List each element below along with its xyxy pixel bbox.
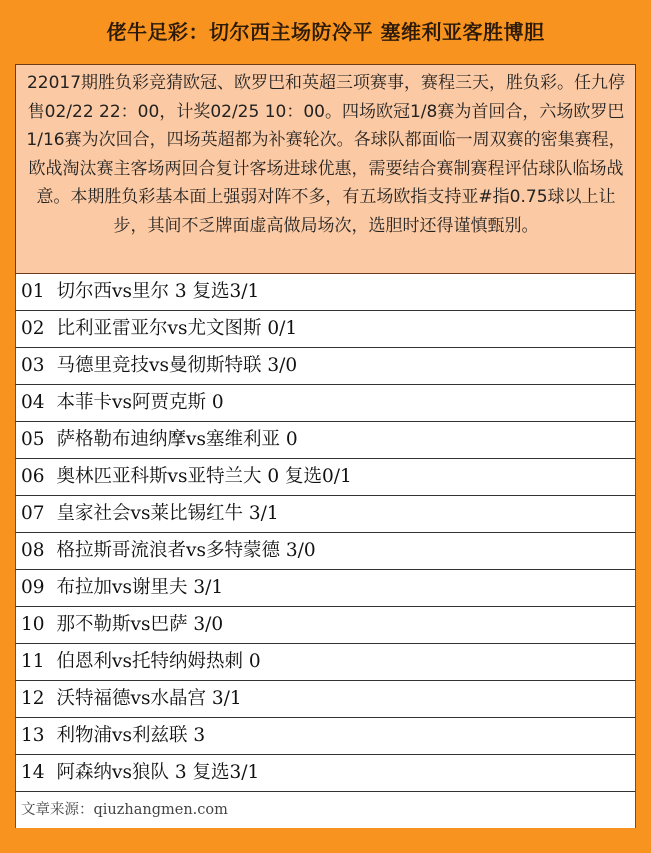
match-number: 10 <box>21 614 45 635</box>
match-row <box>15 570 636 607</box>
summary-text: 22017期胜负彩竞猜欧冠、欧罗巴和英超三项赛事，赛程三天，胜负彩。任九停售02/22 22：00，计奖02/25 10：00。四场欧冠1/8赛为首回合，六场欧罗巴1/16赛为次回合，四场英超都为补赛轮次。各球队都面临一周双赛的密集赛程，欧战淘汰赛主客场两回合复计客场进球优惠，需要结合赛制赛程评估球队临场战意。本期胜负彩基本面上强弱对阵不多，有五场欧指支持亚#指0.75球以上让步，其间不乏牌面虚高做局场次，选胆时还得谨慎甄别。 <box>26 73 626 236</box>
match-row <box>15 348 636 385</box>
match-text: 利物浦vs利兹联 3 <box>56 725 206 746</box>
match-text: 布拉加vs谢里夫 3/1 <box>56 577 224 598</box>
match-number: 12 <box>21 688 45 709</box>
match-row <box>15 755 636 792</box>
match-text: 马德里竞技vs曼彻斯特联 3/0 <box>56 355 298 376</box>
match-text: 沃特福德vs水晶宫 3/1 <box>56 688 242 709</box>
match-row <box>15 607 636 644</box>
match-row <box>15 681 636 718</box>
match-number: 03 <box>21 355 45 376</box>
match-row <box>15 422 636 459</box>
match-row <box>15 274 636 311</box>
match-number: 06 <box>21 466 45 487</box>
match-text: 伯恩利vs托特纳姆热刺 0 <box>56 651 261 672</box>
match-number: 13 <box>21 725 45 746</box>
match-row <box>15 533 636 570</box>
match-text: 格拉斯哥流浪者vs多特蒙德 3/0 <box>56 540 316 561</box>
match-number: 11 <box>21 651 45 672</box>
match-number: 14 <box>21 762 45 783</box>
summary-box <box>15 64 636 274</box>
match-row <box>15 644 636 681</box>
match-list <box>15 274 636 828</box>
match-text: 比利亚雷亚尔vs尤文图斯 0/1 <box>56 318 298 339</box>
match-text: 切尔西vs里尔 3 复选3/1 <box>56 281 260 302</box>
match-text: 本菲卡vs阿贾克斯 0 <box>56 392 224 413</box>
article-title: 佬牛足彩：切尔西主场防冷平 塞维利亚客胜博胆 <box>106 20 545 44</box>
match-number: 08 <box>21 540 45 561</box>
match-row <box>15 718 636 755</box>
match-text: 萨格勒布迪纳摩vs塞维利亚 0 <box>56 429 298 450</box>
match-number: 02 <box>21 318 45 339</box>
match-number: 04 <box>21 392 45 413</box>
match-number: 09 <box>21 577 45 598</box>
match-text: 奥林匹亚科斯vs亚特兰大 0 复选0/1 <box>56 466 352 487</box>
match-row <box>15 459 636 496</box>
match-number: 07 <box>21 503 45 524</box>
source-line: 文章来源：qiuzhangmen.com <box>15 792 636 828</box>
match-text: 那不勒斯vs巴萨 3/0 <box>56 614 224 635</box>
bottom-border <box>0 834 651 853</box>
match-number: 01 <box>21 281 45 302</box>
match-number: 05 <box>21 429 45 450</box>
match-row <box>15 311 636 348</box>
match-text: 皇家社会vs莱比锡红牛 3/1 <box>56 503 279 524</box>
match-row <box>15 385 636 422</box>
match-text: 阿森纳vs狼队 3 复选3/1 <box>56 762 260 783</box>
match-row <box>15 496 636 533</box>
